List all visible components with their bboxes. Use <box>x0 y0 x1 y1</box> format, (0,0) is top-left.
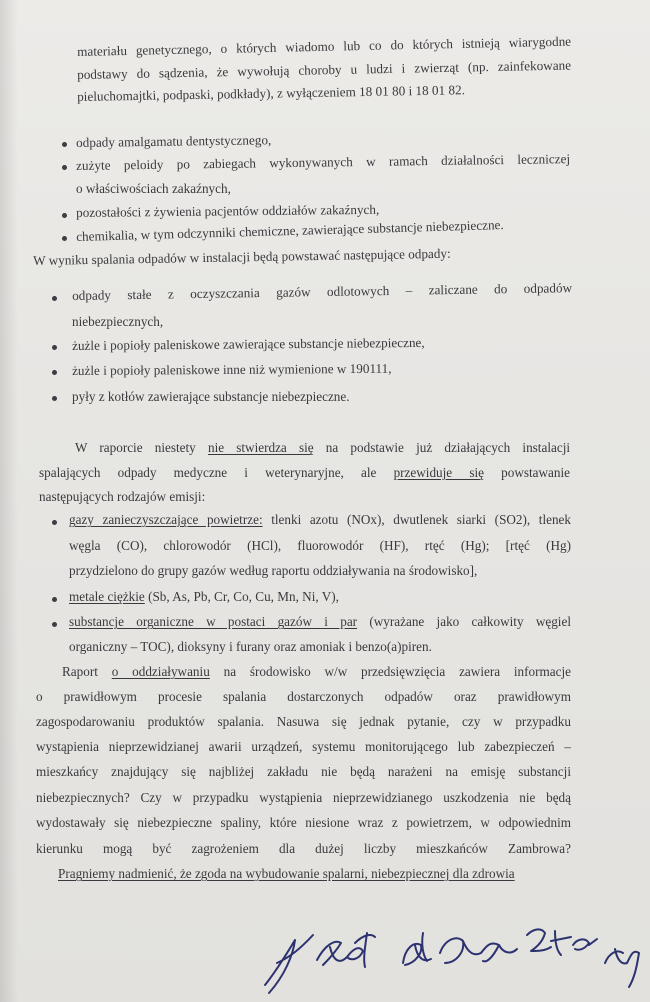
underlined-phrase: nie stwierdza się <box>207 440 314 455</box>
emission-continuation: przydzielono do grupy gazów według raportu oddziaływania na środowisko], <box>69 563 478 578</box>
list-item: odpady amalgamatu dentystycznego, <box>76 132 272 150</box>
underlined-phrase: metale ciężkie <box>69 589 145 604</box>
list-item: chemikalia, w tym odczynniki chemiczne, zawierające substancje niebezpieczne. <box>76 217 504 244</box>
bullet-icon <box>62 236 67 241</box>
text-run: spalających odpady medyczne i weterynaryjne, ale <box>39 465 377 480</box>
final-line: o prawidłowym procesie spalania dostarczonych odpadów oraz prawidłowym <box>36 689 571 704</box>
list-item: pyły z kotłów zawierające substancje niebezpieczne. <box>72 389 350 404</box>
final-line: niebezpiecznych? Czy w przypadku wystąpienia nieprzewidzianego uszkodzenia nie będą <box>36 790 571 805</box>
emission-continuation: organiczny – TOC), dioksyny i furany oraz amoniak i benzo(a)piren. <box>69 639 432 654</box>
emission-item <box>69 614 571 630</box>
bullet-icon <box>62 213 67 218</box>
text-run: powstawanie <box>501 465 570 480</box>
paragraph-line: podstawy do sądzenia, że wywołują choroby u ludzi i zwierząt (np. zainfekowane <box>77 57 572 82</box>
bullet-icon <box>52 345 57 350</box>
text-run: tlenki azotu (NOx), dwutlenek siarki (SO2), tlenek <box>271 512 572 527</box>
paragraph-line: materiału genetycznego, o których wiadomo lub co do których istnieją wiarygodne <box>77 33 572 59</box>
final-line-underlined: Pragniemy nadmienić, że zgoda na wybudowanie spalarni, niebezpiecznej dla zdrowia <box>58 866 515 881</box>
report-line <box>75 440 570 456</box>
bullet-icon <box>52 296 57 301</box>
bullet-icon <box>52 622 57 627</box>
final-line: kierunku mogą być zagrożeniem dla dużej liczby mieszkańców Zambrowa? <box>36 841 571 856</box>
list-item-continuation: niebezpiecznych, <box>72 314 164 329</box>
list-item: odpady stałe z oczyszczania gazów odlotowych – zaliczane do odpadów <box>72 280 573 303</box>
final-line: zagospodarowaniu produktów spalania. Nasuwa się jednak pytanie, czy w przypadku <box>36 714 571 729</box>
bullet-icon <box>62 165 67 170</box>
underlined-phrase: substancje organiczne w postaci gazów i par <box>69 614 358 629</box>
final-line: wystąpienia nieprzewidzianej awarii urządzeń, systemu monitorującego lub zabezpieczeń – <box>36 739 571 754</box>
bullet-icon <box>52 396 57 401</box>
report-line <box>39 465 570 481</box>
emission-item <box>69 512 571 528</box>
final-line: mieszkańcy znajdujący się najbliżej zakładu nie będą narażeni na emisję substancji <box>36 764 571 779</box>
list-item: żużle i popioły paleniskowe inne niż wymienione w 190111, <box>72 360 392 378</box>
text-run: W raporcie niestety <box>75 440 196 455</box>
final-line <box>62 664 571 680</box>
text-run: (Sb, As, Pb, Cr, Co, Cu, Mn, Ni, V), <box>148 589 339 604</box>
emission-continuation: węgla (CO), chlorowodór (HCl), fluorowodór (HF), rtęć (Hg); [rtęć (Hg) <box>69 538 571 553</box>
emission-item <box>69 589 339 605</box>
bullet-icon <box>52 520 57 525</box>
bullet-icon <box>52 597 57 602</box>
bullet-icon <box>52 370 57 375</box>
text-run: na środowisko w/w przedsięwzięcia zawiera informacje <box>223 664 572 679</box>
underlined-phrase: gazy zanieczyszczające powietrze: <box>69 512 263 527</box>
list-item: żużle i popioły paleniskowe zawierające substancje niebezpieczne, <box>72 334 425 353</box>
bullet-icon <box>62 142 67 147</box>
underlined-phrase: przewiduje się <box>393 465 484 480</box>
text-run: (wyrażane jako całkowity węgiel <box>369 614 571 629</box>
text-run: Raport <box>62 664 98 679</box>
section-intro: W wyniku spalania odpadów w instalacji będą powstawać następujące odpady: <box>33 245 451 268</box>
list-item: pozostałości z żywienia pacjentów oddziałów zakaźnych, <box>76 201 380 220</box>
underlined-phrase: o oddziaływaniu <box>111 664 210 679</box>
text-run: na podstawie już działających instalacji <box>325 440 571 455</box>
list-item-continuation: o właściwościach zakaźnych, <box>76 181 231 196</box>
list-item: zużyte peloidy po zabiegach wykonywanych w ramach działalności leczniczej <box>76 151 571 173</box>
final-line: wydostawały się niebezpieczne spaliny, które niesione wraz z powietrzem, w odpowiednim <box>36 815 571 830</box>
handwritten-signature <box>255 905 645 1000</box>
report-line: następujących rodzajów emisji: <box>39 489 206 504</box>
paragraph-line: pieluchomajtki, podpaski, podkłady), z wyłączeniem 18 01 80 i 18 01 82. <box>77 82 466 104</box>
